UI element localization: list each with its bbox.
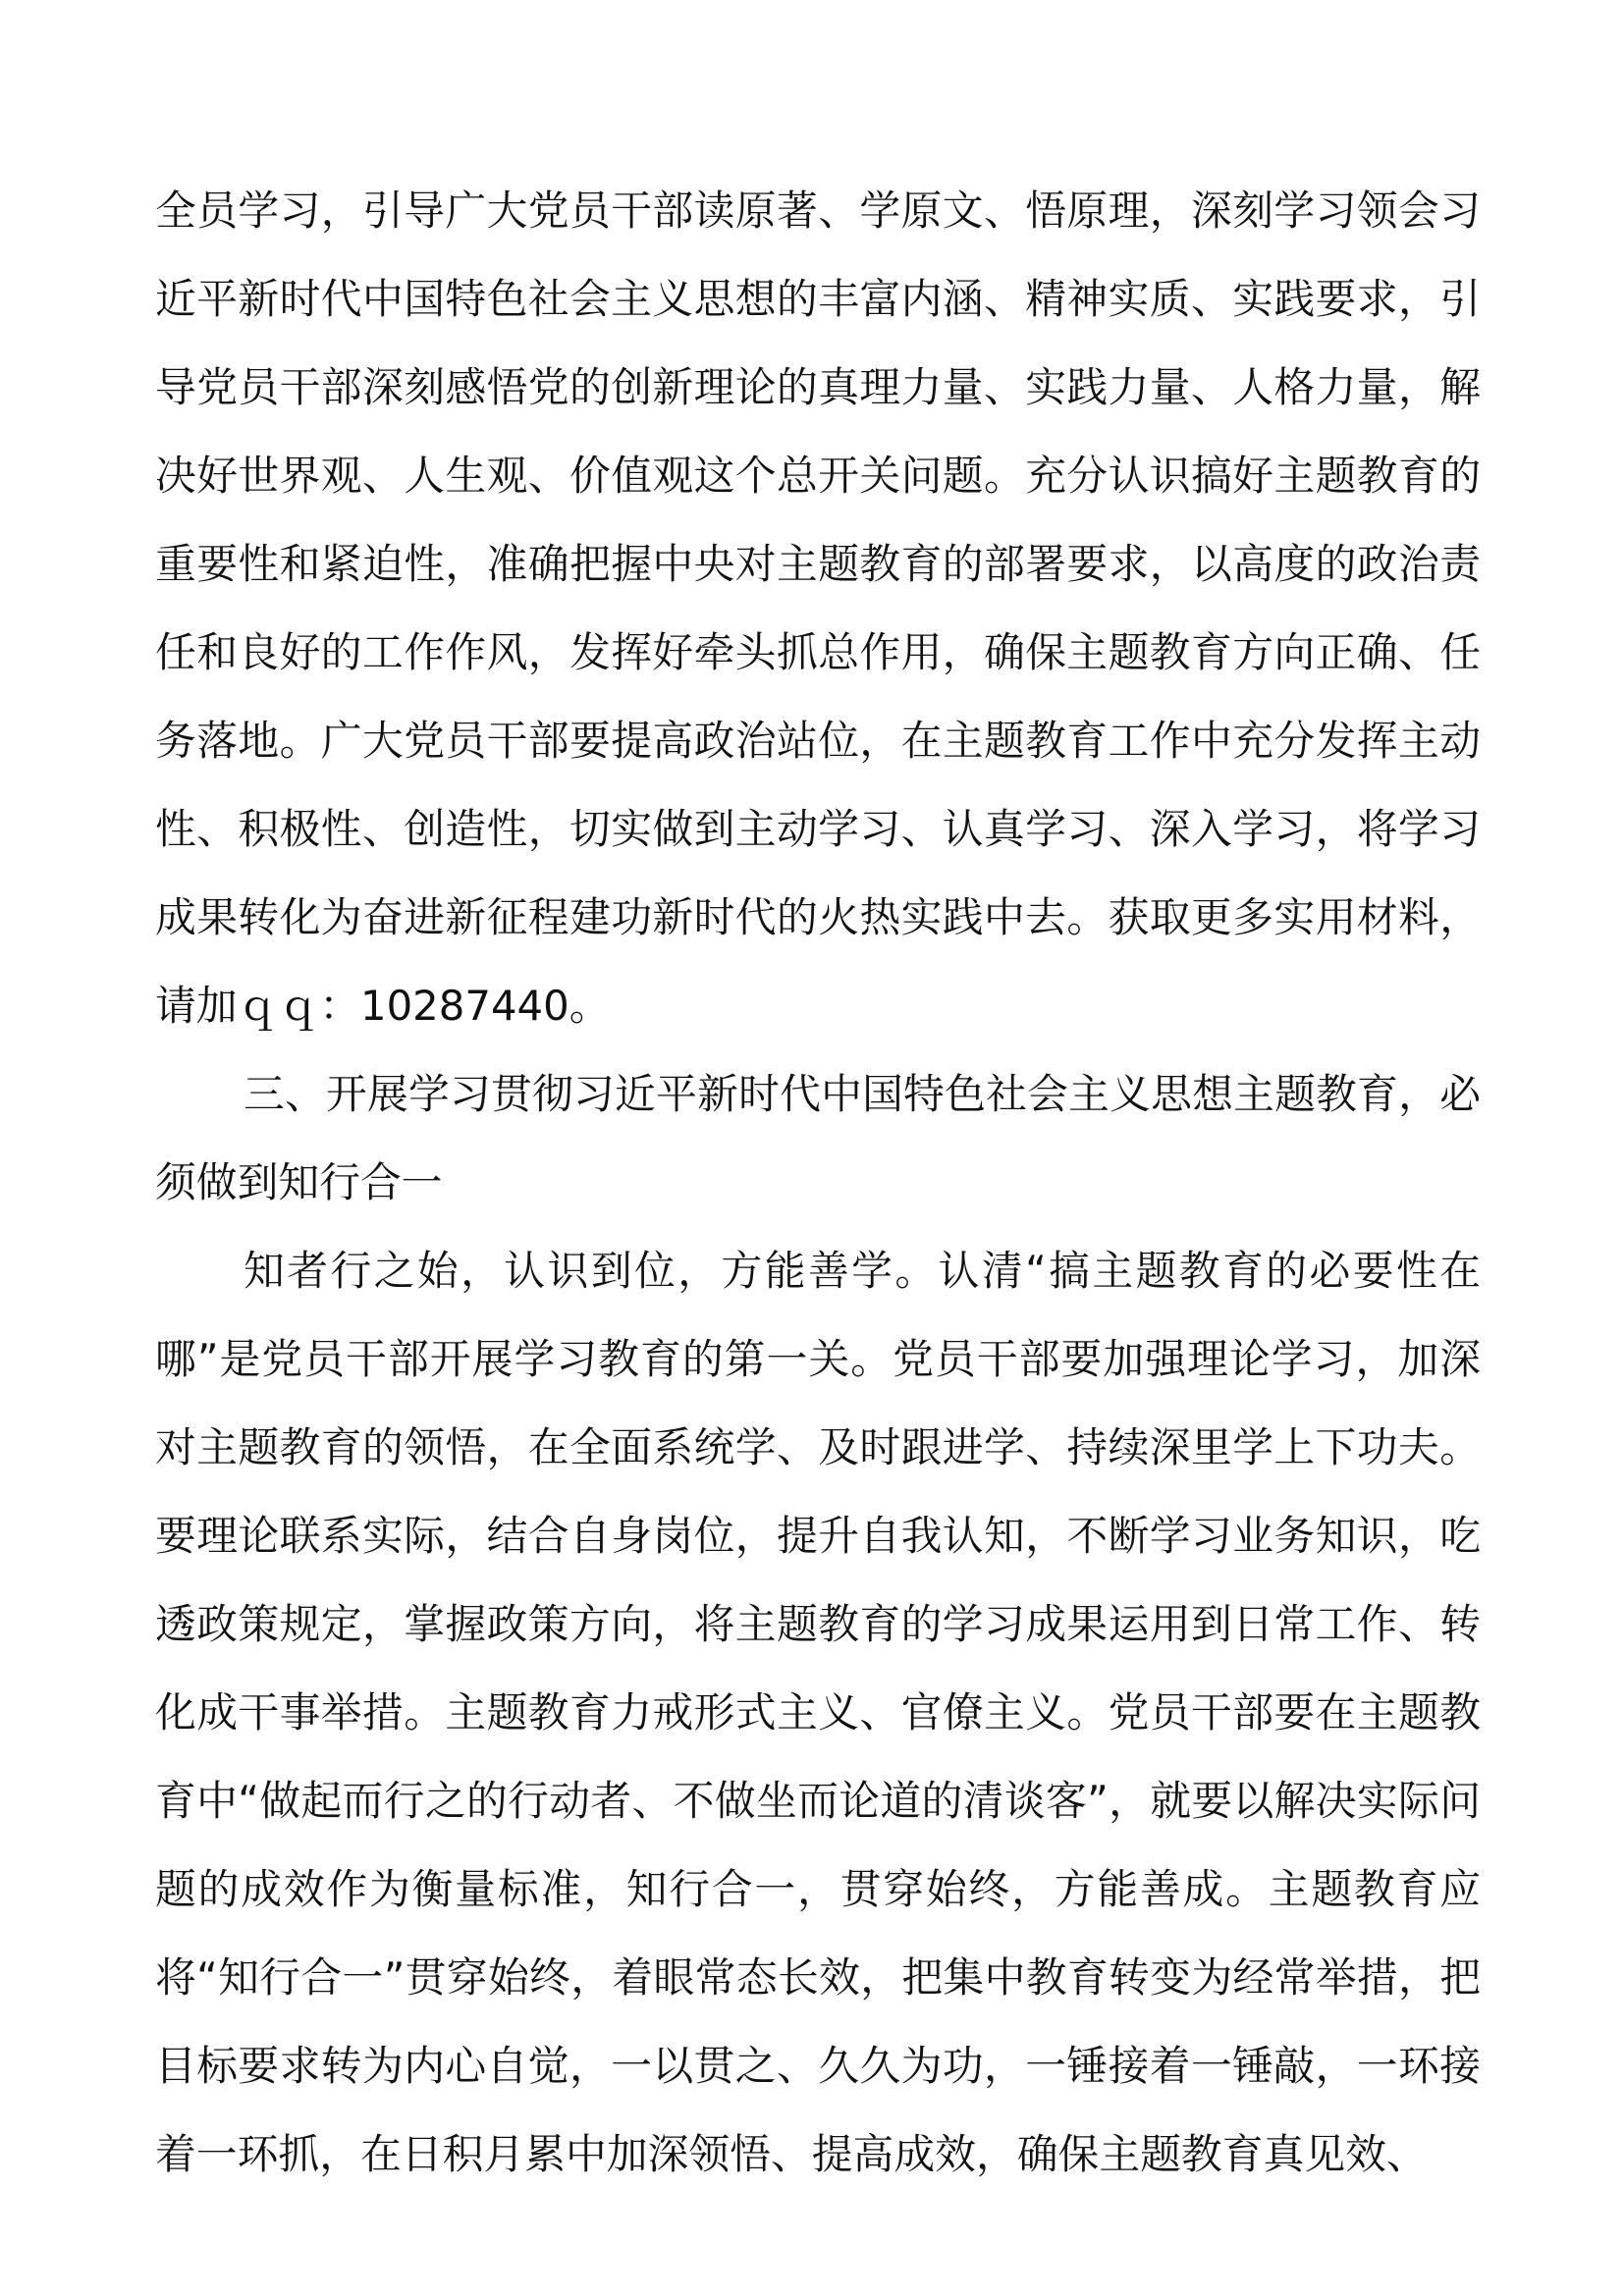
- section-heading-paragraph: 三、开展学习贯彻习近平新时代中国特色社会主义思想主题教育，必须做到知行合一: [155, 1070, 1481, 1206]
- body-paragraph: 全员学习，引导广大党员干部读原著、学原文、悟原理，深刻学习领会习近平新时代中国特色社会主义思想的丰富内涵、精神实质、实践要求，引导党员干部深刻感悟党的创新理论的真理力量、实践力量、人格力量，解决好世界观、人生观、价值观这个总开关问题。充分认识搞好主题教育的重要性和紧迫性，准确把握中央对主题教育的部署要求，以高度的政治责任和良好的工作作风，发挥好牵头抓总作用，确保主题教育方向正确、任务落地。广大党员干部要提高政治站位，在主题教育工作中充分发挥主动性、积极性、创造性，切实做到主动学习、认真学习、深入学习，将学习成果转化为奋进新征程建功新时代的火热实践中去。获取更多实用材料，请加ｑｑ：10287440。: [155, 187, 1481, 1030]
- body-paragraph: 知者行之始，认识到位，方能善学。认清“搞主题教育的必要性在哪”是党员干部开展学习教育的第一关。党员干部要加强理论学习，加深对主题教育的领悟，在全面系统学、及时跟进学、持续深里学上下功夫。要理论联系实际，结合自身岗位，提升自我认知，不断学习业务知识，吃透政策规定，掌握政策方向，将主题教育的学习成果运用到日常工作、转化成干事举措。主题教育力戒形式主义、官僚主义。党员干部要在主题教育中“做起而行之的行动者、不做坐而论道的清谈客”，就要以解决实际问题的成效作为衡量标准，知行合一，贯穿始终，方能善成。主题教育应将“知行合一”贯穿始终，着眼常态长效，把集中教育转变为经常举措，把目标要求转为内心自觉，一以贯之、久久为功，一锤接着一锤敲，一环接着一环抓，在日积月累中加深领悟、提高成效，确保主题教育真见效、: [155, 1247, 1481, 2178]
- document-page: [155, 167, 1481, 2199]
